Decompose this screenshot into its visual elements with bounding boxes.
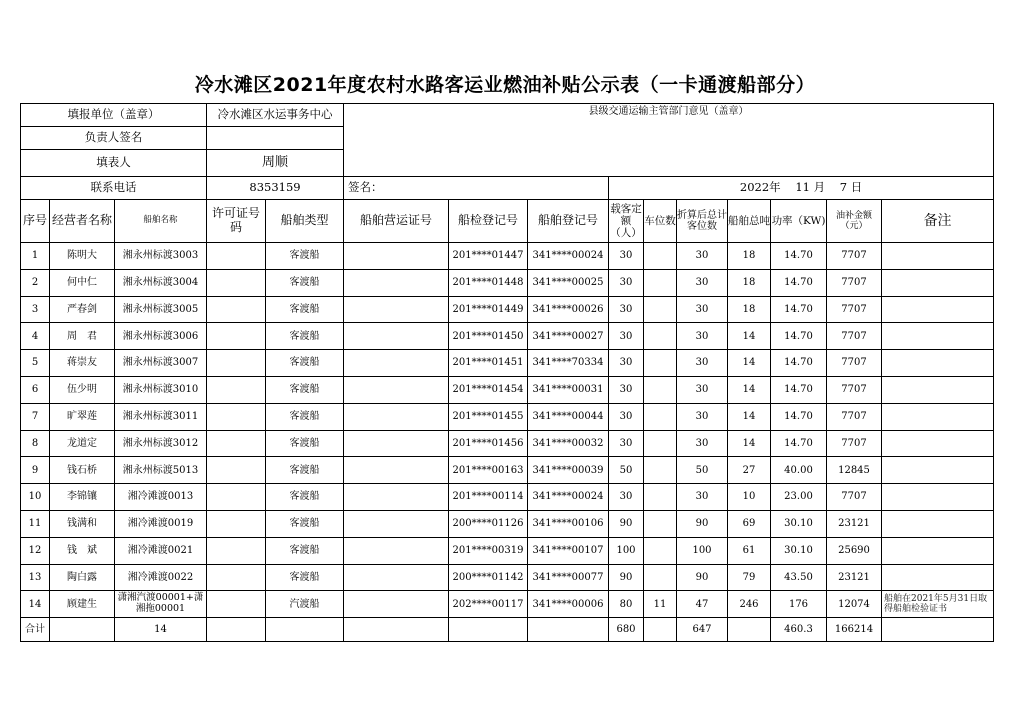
table-row bbox=[21, 403, 994, 430]
converted-seats: 100 bbox=[677, 537, 728, 564]
remark bbox=[882, 350, 994, 377]
registration-number: 341****00106 bbox=[528, 510, 609, 537]
operation-cert bbox=[344, 323, 449, 350]
operation-cert bbox=[344, 350, 449, 377]
gross-tonnage: 14 bbox=[728, 376, 771, 403]
registration-number: 341****00024 bbox=[528, 243, 609, 270]
car-spaces bbox=[644, 457, 677, 484]
car-spaces bbox=[644, 484, 677, 511]
col-header: 备注 bbox=[882, 200, 994, 243]
seat-quota: 30 bbox=[609, 430, 644, 457]
row-number: 4 bbox=[21, 323, 50, 350]
seat-quota: 80 bbox=[609, 591, 644, 618]
total-vessel-name: 14 bbox=[115, 618, 207, 642]
permit-number bbox=[207, 376, 266, 403]
seat-quota: 30 bbox=[609, 403, 644, 430]
vessel-name: 湘永州标渡3006 bbox=[115, 323, 207, 350]
converted-seats: 90 bbox=[677, 510, 728, 537]
car-spaces bbox=[644, 564, 677, 591]
seat-quota: 30 bbox=[609, 296, 644, 323]
remark bbox=[882, 243, 994, 270]
gross-tonnage: 14 bbox=[728, 323, 771, 350]
registration-number: 341****00026 bbox=[528, 296, 609, 323]
inspection-number: 201****01447 bbox=[449, 243, 528, 270]
vessel-type: 客渡船 bbox=[266, 484, 344, 511]
col-header: 折算后总计客位数 bbox=[677, 200, 728, 243]
total-car-spaces bbox=[644, 618, 677, 642]
converted-seats: 90 bbox=[677, 564, 728, 591]
converted-seats: 30 bbox=[677, 430, 728, 457]
registration-number: 341****00027 bbox=[528, 323, 609, 350]
seat-quota: 30 bbox=[609, 350, 644, 377]
converted-seats: 47 bbox=[677, 591, 728, 618]
remark bbox=[882, 296, 994, 323]
power-kw: 30.10 bbox=[771, 537, 827, 564]
permit-number bbox=[207, 457, 266, 484]
car-spaces bbox=[644, 430, 677, 457]
inspection-number: 201****01454 bbox=[449, 376, 528, 403]
converted-seats: 50 bbox=[677, 457, 728, 484]
gross-tonnage: 10 bbox=[728, 484, 771, 511]
power-kw: 14.70 bbox=[771, 350, 827, 377]
car-spaces: 11 bbox=[644, 591, 677, 618]
operation-cert bbox=[344, 564, 449, 591]
total-subsidy-amount: 166214 bbox=[827, 618, 882, 642]
vessel-type: 客渡船 bbox=[266, 350, 344, 377]
county-opinion-label: 县级交通运输主管部门意见（盖章） bbox=[588, 106, 749, 117]
power-kw: 43.50 bbox=[771, 564, 827, 591]
power-kw: 176 bbox=[771, 591, 827, 618]
inspection-number: 201****01448 bbox=[449, 269, 528, 296]
subsidy-amount: 7707 bbox=[827, 430, 882, 457]
inspection-number: 201****01450 bbox=[449, 323, 528, 350]
car-spaces bbox=[644, 403, 677, 430]
col-header: 船检登记号 bbox=[449, 200, 528, 243]
vessel-type: 客渡船 bbox=[266, 510, 344, 537]
subsidy-amount: 7707 bbox=[827, 484, 882, 511]
responsible-sign-label: 负责人签名 bbox=[21, 127, 207, 150]
table-row bbox=[21, 243, 994, 270]
power-kw: 30.10 bbox=[771, 510, 827, 537]
operator-name: 陶白露 bbox=[50, 564, 115, 591]
vessel-type: 客渡船 bbox=[266, 323, 344, 350]
registration-number: 341****00032 bbox=[528, 430, 609, 457]
operation-cert bbox=[344, 430, 449, 457]
remark bbox=[882, 269, 994, 296]
operator-name: 顾建生 bbox=[50, 591, 115, 618]
total-operator-name bbox=[50, 618, 115, 642]
vessel-name: 湘永州标渡3003 bbox=[115, 243, 207, 270]
car-spaces bbox=[644, 323, 677, 350]
power-kw: 14.70 bbox=[771, 430, 827, 457]
col-header: 许可证号码 bbox=[207, 200, 266, 243]
registration-number: 341****00044 bbox=[528, 403, 609, 430]
vessel-name: 湘冷滩渡0021 bbox=[115, 537, 207, 564]
inspection-number: 201****01449 bbox=[449, 296, 528, 323]
total-converted-seats: 647 bbox=[677, 618, 728, 642]
vessel-type: 客渡船 bbox=[266, 243, 344, 270]
seat-quota: 50 bbox=[609, 457, 644, 484]
date-month: 11 月 bbox=[795, 180, 826, 195]
page-title: 冷水滩区2021年度农村水路客运业燃油补贴公示表（一卡通渡船部分） bbox=[194, 74, 816, 96]
permit-number bbox=[207, 296, 266, 323]
power-kw: 14.70 bbox=[771, 269, 827, 296]
operator-name: 伍少明 bbox=[50, 376, 115, 403]
permit-number bbox=[207, 350, 266, 377]
total-permit-number bbox=[207, 618, 266, 642]
subsidy-amount: 7707 bbox=[827, 243, 882, 270]
gross-tonnage: 27 bbox=[728, 457, 771, 484]
operator-name: 旷翠莲 bbox=[50, 403, 115, 430]
registration-number: 341****00024 bbox=[528, 484, 609, 511]
col-header: 功率（KW) bbox=[771, 200, 827, 243]
inspection-number: 200****01142 bbox=[449, 564, 528, 591]
seat-quota: 90 bbox=[609, 564, 644, 591]
remark bbox=[882, 537, 994, 564]
table-row bbox=[21, 510, 994, 537]
table-row bbox=[21, 296, 994, 323]
vessel-type: 客渡船 bbox=[266, 269, 344, 296]
vessel-name: 湘永州标渡3010 bbox=[115, 376, 207, 403]
vessel-type: 汽渡船 bbox=[266, 591, 344, 618]
operator-name: 周 君 bbox=[50, 323, 115, 350]
subsidy-table bbox=[20, 103, 994, 642]
subsidy-amount: 12074 bbox=[827, 591, 882, 618]
operation-cert bbox=[344, 296, 449, 323]
row-number: 3 bbox=[21, 296, 50, 323]
subsidy-amount: 25690 bbox=[827, 537, 882, 564]
table-row bbox=[21, 591, 994, 618]
registration-number: 341****00031 bbox=[528, 376, 609, 403]
vessel-type: 客渡船 bbox=[266, 457, 344, 484]
operation-cert bbox=[344, 457, 449, 484]
permit-number bbox=[207, 403, 266, 430]
operation-cert bbox=[344, 537, 449, 564]
date-cell bbox=[609, 177, 994, 200]
row-number: 8 bbox=[21, 430, 50, 457]
registration-number: 341****00006 bbox=[528, 591, 609, 618]
power-kw: 23.00 bbox=[771, 484, 827, 511]
vessel-name: 湘永州标渡3004 bbox=[115, 269, 207, 296]
remark bbox=[882, 564, 994, 591]
filler-value: 周顺 bbox=[207, 150, 344, 177]
gross-tonnage: 14 bbox=[728, 403, 771, 430]
converted-seats: 30 bbox=[677, 323, 728, 350]
vessel-name: 湘冷滩渡0013 bbox=[115, 484, 207, 511]
row-number: 10 bbox=[21, 484, 50, 511]
inspection-number: 201****00114 bbox=[449, 484, 528, 511]
operation-cert bbox=[344, 243, 449, 270]
row-number: 14 bbox=[21, 591, 50, 618]
seat-quota: 30 bbox=[609, 484, 644, 511]
permit-number bbox=[207, 564, 266, 591]
county-opinion-cell bbox=[344, 104, 994, 177]
permit-number bbox=[207, 484, 266, 511]
power-kw: 14.70 bbox=[771, 376, 827, 403]
total-registration-number bbox=[528, 618, 609, 642]
table-row bbox=[21, 350, 994, 377]
inspection-number: 201****00319 bbox=[449, 537, 528, 564]
responsible-sign-value bbox=[207, 127, 344, 150]
remark bbox=[882, 457, 994, 484]
vessel-name: 湘永州标渡3007 bbox=[115, 350, 207, 377]
total-inspection-number bbox=[449, 618, 528, 642]
table-row bbox=[21, 376, 994, 403]
col-header: 船舶名称 bbox=[115, 200, 207, 243]
row-number: 13 bbox=[21, 564, 50, 591]
inspection-number: 201****01456 bbox=[449, 430, 528, 457]
table-row bbox=[21, 269, 994, 296]
seat-quota: 30 bbox=[609, 323, 644, 350]
car-spaces bbox=[644, 243, 677, 270]
table-row bbox=[21, 323, 994, 350]
vessel-name: 湘永州标渡3012 bbox=[115, 430, 207, 457]
permit-number bbox=[207, 537, 266, 564]
filler-label: 填表人 bbox=[21, 150, 207, 177]
inspection-number: 202****00117 bbox=[449, 591, 528, 618]
table-row bbox=[21, 564, 994, 591]
column-header-row bbox=[21, 200, 994, 243]
operator-name: 蒋崇友 bbox=[50, 350, 115, 377]
col-header: 载客定额（人） bbox=[609, 200, 644, 243]
inspection-number: 201****01451 bbox=[449, 350, 528, 377]
permit-number bbox=[207, 243, 266, 270]
registration-number: 341****00039 bbox=[528, 457, 609, 484]
row-number: 5 bbox=[21, 350, 50, 377]
converted-seats: 30 bbox=[677, 269, 728, 296]
total-label: 合计 bbox=[21, 618, 50, 642]
seat-quota: 90 bbox=[609, 510, 644, 537]
subsidy-amount: 23121 bbox=[827, 510, 882, 537]
operator-name: 龙道定 bbox=[50, 430, 115, 457]
seat-quota: 100 bbox=[609, 537, 644, 564]
row-number: 1 bbox=[21, 243, 50, 270]
power-kw: 14.70 bbox=[771, 323, 827, 350]
col-header: 船舶总吨 bbox=[728, 200, 771, 243]
remark bbox=[882, 430, 994, 457]
vessel-type: 客渡船 bbox=[266, 376, 344, 403]
table-row bbox=[21, 537, 994, 564]
subsidy-amount: 7707 bbox=[827, 403, 882, 430]
vessel-name: 湘永州标渡5013 bbox=[115, 457, 207, 484]
remark: 船舶在2021年5月31日取得船舶检验证书 bbox=[882, 591, 994, 618]
gross-tonnage: 246 bbox=[728, 591, 771, 618]
operator-name: 陈明大 bbox=[50, 243, 115, 270]
operation-cert bbox=[344, 591, 449, 618]
permit-number bbox=[207, 430, 266, 457]
gross-tonnage: 14 bbox=[728, 350, 771, 377]
subsidy-amount: 7707 bbox=[827, 323, 882, 350]
phone-value: 8353159 bbox=[207, 177, 344, 200]
power-kw: 14.70 bbox=[771, 403, 827, 430]
date-year: 2022年 bbox=[739, 180, 781, 195]
subsidy-amount: 7707 bbox=[827, 269, 882, 296]
signature-label: 签名： bbox=[344, 177, 609, 200]
vessel-type: 客渡船 bbox=[266, 296, 344, 323]
col-header: 序号 bbox=[21, 200, 50, 243]
remark bbox=[882, 403, 994, 430]
operator-name: 钱石桥 bbox=[50, 457, 115, 484]
total-gross-tonnage bbox=[728, 618, 771, 642]
operator-name: 李锦镶 bbox=[50, 484, 115, 511]
total-operation-cert bbox=[344, 618, 449, 642]
converted-seats: 30 bbox=[677, 296, 728, 323]
vessel-type: 客渡船 bbox=[266, 403, 344, 430]
converted-seats: 30 bbox=[677, 376, 728, 403]
registration-number: 341****00025 bbox=[528, 269, 609, 296]
permit-number bbox=[207, 591, 266, 618]
permit-number bbox=[207, 269, 266, 296]
gross-tonnage: 18 bbox=[728, 269, 771, 296]
permit-number bbox=[207, 323, 266, 350]
operator-name: 何中仁 bbox=[50, 269, 115, 296]
gross-tonnage: 79 bbox=[728, 564, 771, 591]
row-number: 2 bbox=[21, 269, 50, 296]
col-header: 船舶营运证号 bbox=[344, 200, 449, 243]
table-row bbox=[21, 457, 994, 484]
col-header: 油补金额（元） bbox=[827, 200, 882, 243]
converted-seats: 30 bbox=[677, 350, 728, 377]
subsidy-amount: 7707 bbox=[827, 350, 882, 377]
operation-cert bbox=[344, 376, 449, 403]
table-row bbox=[21, 430, 994, 457]
vessel-name: 湘冷滩渡0019 bbox=[115, 510, 207, 537]
converted-seats: 30 bbox=[677, 403, 728, 430]
power-kw: 14.70 bbox=[771, 243, 827, 270]
car-spaces bbox=[644, 537, 677, 564]
row-number: 11 bbox=[21, 510, 50, 537]
car-spaces bbox=[644, 269, 677, 296]
seat-quota: 30 bbox=[609, 376, 644, 403]
remark bbox=[882, 484, 994, 511]
seat-quota: 30 bbox=[609, 269, 644, 296]
reporting-unit-label: 填报单位（盖章） bbox=[21, 104, 207, 127]
converted-seats: 30 bbox=[677, 484, 728, 511]
subsidy-amount: 23121 bbox=[827, 564, 882, 591]
permit-number bbox=[207, 510, 266, 537]
gross-tonnage: 14 bbox=[728, 430, 771, 457]
operator-name: 严春剑 bbox=[50, 296, 115, 323]
vessel-name: 湘冷滩渡0022 bbox=[115, 564, 207, 591]
remark bbox=[882, 376, 994, 403]
power-kw: 14.70 bbox=[771, 296, 827, 323]
vessel-name: 湘永州标渡3011 bbox=[115, 403, 207, 430]
car-spaces bbox=[644, 350, 677, 377]
operation-cert bbox=[344, 510, 449, 537]
seat-quota: 30 bbox=[609, 243, 644, 270]
operation-cert bbox=[344, 269, 449, 296]
total-vessel-type bbox=[266, 618, 344, 642]
inspection-number: 200****01126 bbox=[449, 510, 528, 537]
total-row bbox=[21, 618, 994, 642]
total-power-kw: 460.3 bbox=[771, 618, 827, 642]
reporting-unit-value: 冷水滩区水运事务中心 bbox=[207, 104, 344, 127]
vessel-type: 客渡船 bbox=[266, 430, 344, 457]
subsidy-amount: 12845 bbox=[827, 457, 882, 484]
car-spaces bbox=[644, 376, 677, 403]
gross-tonnage: 18 bbox=[728, 296, 771, 323]
registration-number: 341****70334 bbox=[528, 350, 609, 377]
row-number: 12 bbox=[21, 537, 50, 564]
gross-tonnage: 69 bbox=[728, 510, 771, 537]
col-header: 经营者名称 bbox=[50, 200, 115, 243]
vessel-name: 潇湘汽渡00001+潇湘拖00001 bbox=[115, 591, 207, 618]
operator-name: 钱满和 bbox=[50, 510, 115, 537]
vessel-name: 湘永州标渡3005 bbox=[115, 296, 207, 323]
table-row bbox=[21, 484, 994, 511]
vessel-type: 客渡船 bbox=[266, 564, 344, 591]
subsidy-amount: 7707 bbox=[827, 376, 882, 403]
car-spaces bbox=[644, 296, 677, 323]
inspection-number: 201****00163 bbox=[449, 457, 528, 484]
gross-tonnage: 61 bbox=[728, 537, 771, 564]
remark bbox=[882, 323, 994, 350]
date-day: 7 日 bbox=[839, 180, 863, 195]
power-kw: 40.00 bbox=[771, 457, 827, 484]
car-spaces bbox=[644, 510, 677, 537]
inspection-number: 201****01455 bbox=[449, 403, 528, 430]
remark bbox=[882, 510, 994, 537]
col-header: 船舶类型 bbox=[266, 200, 344, 243]
operator-name: 钱 斌 bbox=[50, 537, 115, 564]
col-header: 车位数 bbox=[644, 200, 677, 243]
total-remark bbox=[882, 618, 994, 642]
total-seat-quota: 680 bbox=[609, 618, 644, 642]
vessel-type: 客渡船 bbox=[266, 537, 344, 564]
subsidy-amount: 7707 bbox=[827, 296, 882, 323]
gross-tonnage: 18 bbox=[728, 243, 771, 270]
registration-number: 341****00077 bbox=[528, 564, 609, 591]
col-header: 船舶登记号 bbox=[528, 200, 609, 243]
phone-label: 联系电话 bbox=[21, 177, 207, 200]
row-number: 6 bbox=[21, 376, 50, 403]
row-number: 7 bbox=[21, 403, 50, 430]
registration-number: 341****00107 bbox=[528, 537, 609, 564]
converted-seats: 30 bbox=[677, 243, 728, 270]
operation-cert bbox=[344, 403, 449, 430]
operation-cert bbox=[344, 484, 449, 511]
row-number: 9 bbox=[21, 457, 50, 484]
